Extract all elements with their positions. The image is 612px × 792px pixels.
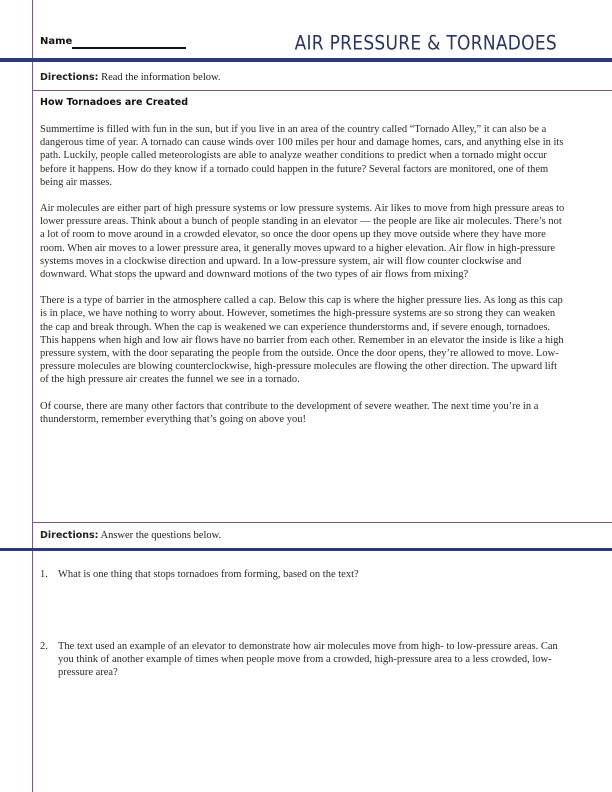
directions-label: Directions: (40, 530, 99, 541)
left-margin-line (32, 0, 33, 792)
question-text: What is one thing that stops tornadoes from forming, based on the text? (58, 569, 359, 580)
directions-text: Read the information below. (101, 72, 221, 83)
paragraph-2: Air molecules are either part of high pressure systems or low pressure systems. Air likes to move from high pressure areas to lower pressure areas. Think about a bunch of people standing in an elevator — the people are like air molecules. There’s not a lot of room to move around in a crowded elevator, so once the door opens up they move outside where they have more room. When air moves to a lower pressure area, it generally moves upward to a higher elevation. Air flow in high-pressure systems moves in a clockwise direction and upward. In a low-pressure system, air will flow counter clockwise and downward. What stops the upward and downward motions of the two types of air flows from mixing? (40, 203, 565, 281)
name-label: Name (40, 36, 73, 47)
question-1 (40, 568, 570, 581)
directions-answer (40, 530, 221, 541)
reading-passage (40, 123, 568, 439)
paragraph-4: Of course, there are many other factors that contribute to the development of severe weather. The next time you’re in a thunderstorm, remember everything that’s going on above you! (40, 400, 539, 425)
header-bar (0, 58, 612, 62)
directions-label: Directions: (40, 72, 99, 83)
paragraph-1: Summertime is filled with fun in the sun, but if you live in an area of the country called “Tornado Alley,” it can also be a dangerous time of year. A tornado can cause winds over 100 miles per hour and damage homes, cars, and anything else in its path. Luckily, people called meteorologists are able to analyze weather conditions to predict when a tornado might occur before it happens. How do they know if a tornado could happen in the future? Several factors are monitored, one of them being air masses. (40, 124, 564, 188)
section-title: How Tornadoes are Created (40, 97, 189, 108)
worksheet-title: AIR PRESSURE & TORNADOES (294, 32, 557, 55)
directions-text: Answer the questions below. (100, 530, 222, 541)
question-text: The text used an example of an elevator to demonstrate how air molecules move from high- to low-pressure areas. Can you think of another example of times when people move from a crowded, high-pressure area to a less crowded, low-pressure area? (58, 641, 558, 679)
question-number: 2. (40, 641, 48, 652)
question-2 (40, 640, 570, 680)
section-divider (32, 90, 612, 91)
directions-read (40, 72, 221, 83)
paragraph-3: There is a type of barrier in the atmosphere called a cap. Below this cap is where the higher pressure lies. As long as this cap is in place, we have nothing to worry about. However, sometimes the high-pressure systems are so strong they can weaken the cap and break through. When the cap is weakened we can experience thunderstorms and, if severe enough, tornadoes. This happens when high and low air flows have no barrier from each other. Remember in an elevator the inside is like a high pressure system, with the door separating the people from the outside. Once the door opens, they’re allowed to move. Low-pressure molecules are blowing counterclockwise, high-pressure molecules are flowing the other direction. The upward lift of the high pressure air creates the funnel we see in a tornado. (40, 295, 564, 386)
question-number: 1. (40, 569, 48, 580)
name-answer-line[interactable] (72, 47, 186, 49)
directions-divider-top (32, 522, 612, 523)
questions-bar (0, 548, 612, 551)
